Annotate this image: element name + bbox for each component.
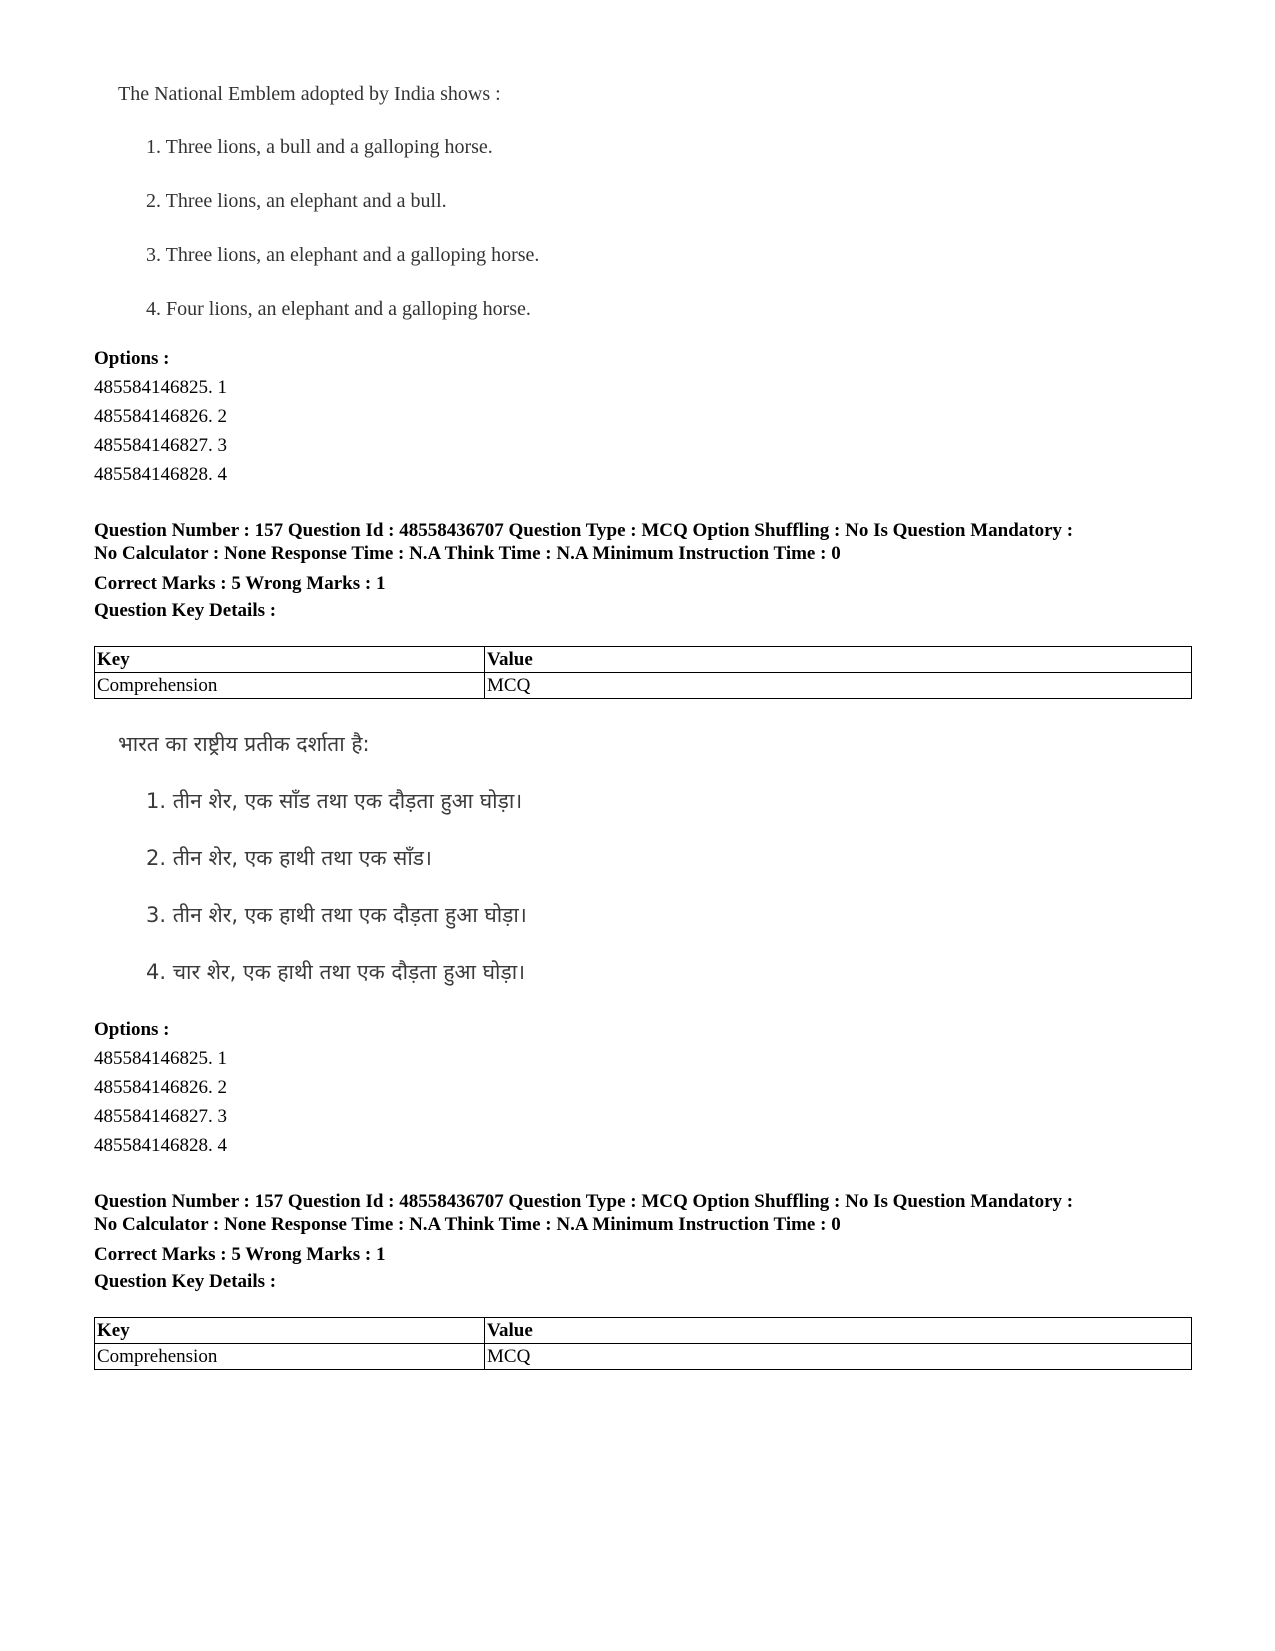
table-cell: Key [95,1318,485,1344]
question-meta-line: Question Number : 157 Question Id : 48558436707 Question Type : MCQ Option Shuffling : No Is Question Mandatory : [94,520,1074,541]
option-item: 485584146827. 3 [94,435,227,456]
question-option: 4. Four lions, an elephant and a galloping horse. [146,298,531,320]
table-row [95,1344,1192,1370]
question-stem: भारत का राष्ट्रीय प्रतीक दर्शाता है: [118,732,370,756]
table-cell: Comprehension [95,673,485,699]
options-title: Options : [94,348,170,369]
question-option: 1. Three lions, a bull and a galloping horse. [146,136,493,158]
table-cell: Value [485,647,1192,673]
options-list [94,1015,227,1160]
table-cell: Comprehension [95,1344,485,1370]
question-image-hindi [118,732,678,984]
options-list [94,344,227,489]
option-item: 485584146826. 2 [94,406,227,427]
table-cell: MCQ [485,673,1192,699]
option-item: 485584146828. 4 [94,464,227,485]
table-header-row [95,647,1192,673]
marks-line: Correct Marks : 5 Wrong Marks : 1 [94,573,386,594]
option-item: 485584146828. 4 [94,1135,227,1156]
question-image-english [118,82,678,321]
options-title: Options : [94,1019,170,1040]
question-meta-line: Question Number : 157 Question Id : 48558436707 Question Type : MCQ Option Shuffling : No Is Question Mandatory : [94,1191,1074,1212]
question-meta-line: No Calculator : None Response Time : N.A Think Time : N.A Minimum Instruction Time : 0 [94,543,841,564]
key-details-heading: Question Key Details : [94,600,277,621]
question-meta-line: No Calculator : None Response Time : N.A Think Time : N.A Minimum Instruction Time : 0 [94,1214,841,1235]
table-cell: Key [95,647,485,673]
question-meta [94,1190,1194,1296]
table-cell: MCQ [485,1344,1192,1370]
table-cell: Value [485,1318,1192,1344]
question-option: 4. चार शेर, एक हाथी तथा एक दौड़ता हुआ घोड़ा। [146,960,526,984]
question-option: 2. Three lions, an elephant and a bull. [146,190,447,212]
table-header-row [95,1318,1192,1344]
question-stem: The National Emblem adopted by India shows : [118,83,501,105]
question-option: 3. Three lions, an elephant and a galloping horse. [146,244,540,266]
question-option: 2. तीन शेर, एक हाथी तथा एक साँड। [146,846,432,870]
marks-line: Correct Marks : 5 Wrong Marks : 1 [94,1244,386,1265]
question-option: 3. तीन शेर, एक हाथी तथा एक दौड़ता हुआ घोड़ा। [146,903,527,927]
key-details-heading: Question Key Details : [94,1271,277,1292]
option-item: 485584146826. 2 [94,1077,227,1098]
option-item: 485584146825. 1 [94,1048,227,1069]
table-row [95,673,1192,699]
question-option: 1. तीन शेर, एक साँड तथा एक दौड़ता हुआ घोड़ा। [146,789,523,813]
question-meta [94,519,1194,625]
option-item: 485584146827. 3 [94,1106,227,1127]
option-item: 485584146825. 1 [94,377,227,398]
key-value-table [94,1317,1192,1370]
key-value-table [94,646,1192,699]
